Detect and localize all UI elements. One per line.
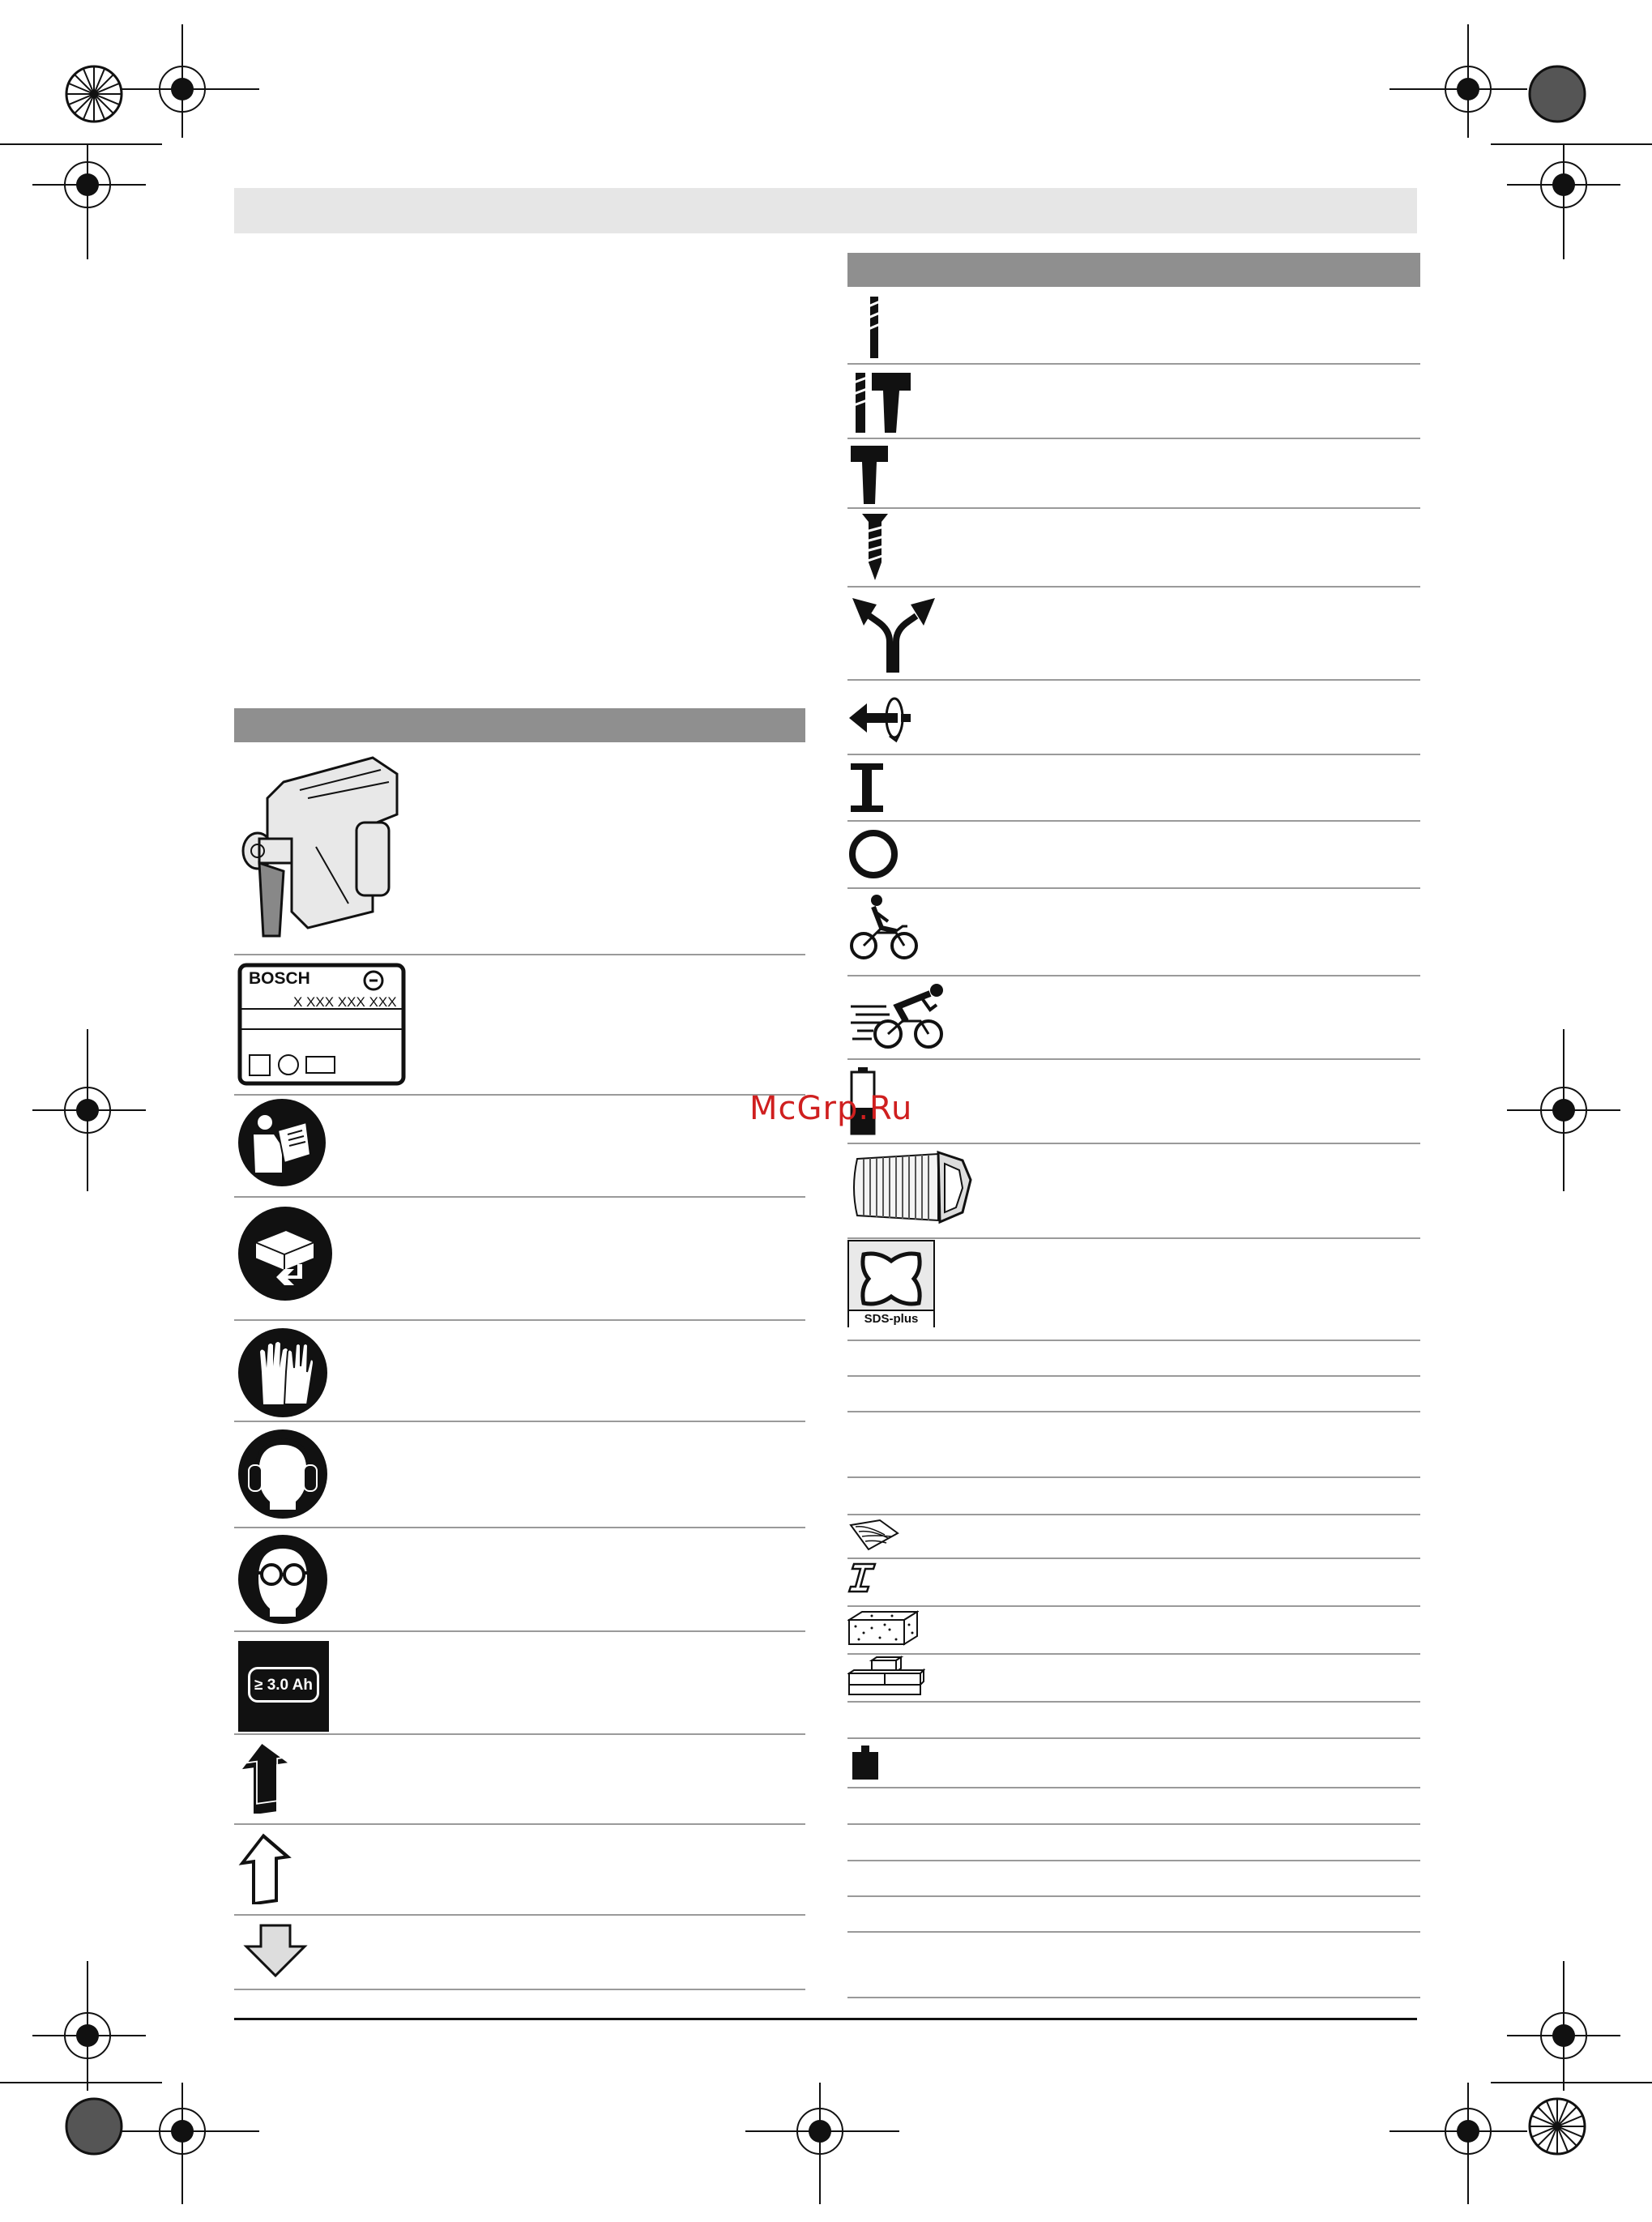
row-divider [234, 1823, 805, 1825]
row-divider [847, 1931, 1420, 1933]
row-divider [847, 1058, 1420, 1060]
row-divider [847, 1411, 1420, 1412]
row-divider [847, 1787, 1420, 1788]
ear-protection-icon [237, 1429, 329, 1520]
row-divider [234, 1319, 805, 1321]
page-header-bar [234, 188, 1417, 233]
steel-icon [847, 1561, 880, 1595]
arrow-up-outline-icon [237, 1831, 294, 1904]
slow-cyclist-icon [849, 894, 919, 962]
nameplate-number: X XXX XXX XXX [293, 994, 397, 1010]
row-divider [847, 438, 1420, 439]
row-divider [847, 1823, 1420, 1825]
rotary-hammer-icon [235, 750, 405, 944]
row-divider [847, 887, 1420, 889]
row-divider [847, 1895, 1420, 1897]
row-divider [847, 1237, 1420, 1239]
row-divider [847, 1514, 1420, 1515]
row-divider [847, 586, 1420, 588]
row-divider [234, 1733, 805, 1735]
eye-protection-icon [237, 1534, 329, 1626]
row-divider [847, 1558, 1420, 1559]
row-divider [234, 1630, 805, 1632]
concrete-icon [847, 1609, 919, 1647]
hammer-drill-icon [849, 370, 914, 434]
row-divider [847, 1997, 1420, 1998]
dust-extraction-icon [849, 1147, 972, 1232]
direction-switch-icon [849, 593, 938, 674]
read-manual-icon [237, 1098, 327, 1187]
row-divider [847, 1605, 1420, 1607]
sds-plus-label: SDS-plus [849, 1310, 933, 1327]
torque-stop-icon [847, 762, 888, 814]
section-header-right [847, 253, 1420, 287]
row-divider [234, 1196, 805, 1198]
row-divider [847, 1340, 1420, 1341]
nameplate-brand: BOSCH [249, 969, 310, 988]
row-divider [847, 679, 1420, 681]
screw-icon [859, 512, 891, 582]
gloves-icon [237, 1327, 329, 1419]
row-divider [847, 507, 1420, 509]
footer-rule [234, 2018, 1417, 2020]
row-divider [234, 1989, 805, 1990]
row-divider [847, 975, 1420, 976]
remove-battery-icon [237, 1206, 333, 1301]
row-divider [847, 1375, 1420, 1377]
chisel-icon [849, 444, 890, 505]
row-divider [847, 1701, 1420, 1703]
arrow-up-filled-icon [237, 1741, 294, 1814]
row-divider [847, 1653, 1420, 1655]
row-divider [234, 1094, 805, 1096]
row-divider [234, 954, 805, 955]
sds-plus-icon [847, 1240, 935, 1327]
row-divider [234, 1914, 805, 1916]
drill-bit-icon [864, 295, 885, 360]
row-divider [847, 754, 1420, 755]
row-divider [847, 1476, 1420, 1478]
row-divider [847, 1860, 1420, 1861]
fast-cyclist-icon [849, 982, 950, 1052]
section-header-left [234, 708, 805, 742]
row-divider [234, 1527, 805, 1528]
wood-icon [847, 1517, 901, 1553]
battery-capacity-label: ≥ 3.0 Ah [254, 1677, 314, 1694]
row-divider [847, 820, 1420, 822]
masonry-icon [847, 1656, 925, 1696]
weight-icon [851, 1744, 883, 1781]
row-divider [847, 1143, 1420, 1144]
battery-capacity-icon [238, 1641, 329, 1732]
watermark: McGrp.Ru [749, 1090, 913, 1127]
circle-icon [847, 828, 899, 880]
arrow-down-icon [243, 1922, 308, 1979]
row-divider [234, 1421, 805, 1422]
row-divider [847, 363, 1420, 365]
rotation-icon [847, 697, 912, 746]
row-divider [847, 1737, 1420, 1739]
